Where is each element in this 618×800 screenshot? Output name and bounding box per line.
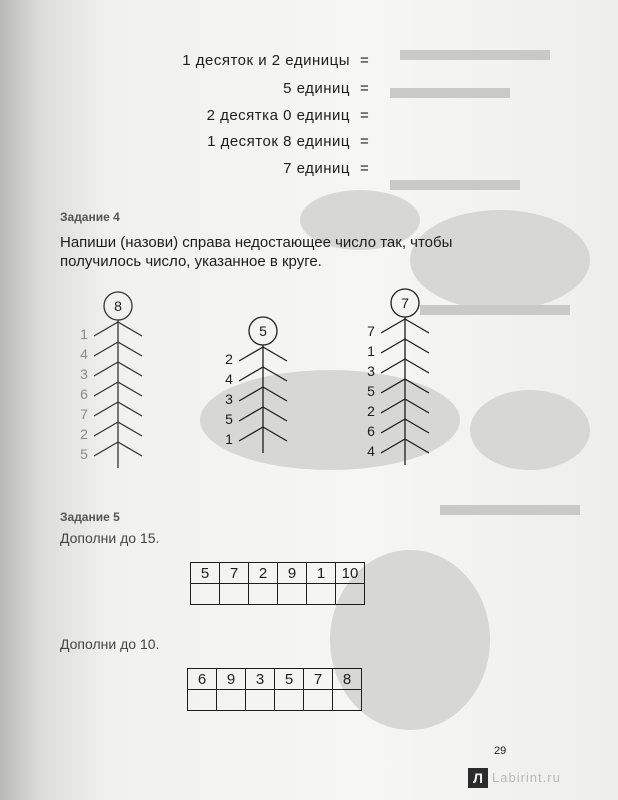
tree-number: 1 [367, 343, 375, 359]
answer-cell[interactable] [304, 690, 333, 711]
table-cell: 9 [217, 669, 246, 690]
tree-branch [118, 382, 142, 396]
task-4-title: Задание 4 [60, 210, 120, 224]
table-cell: 10 [336, 563, 365, 584]
tree-branch [263, 367, 287, 381]
tree-number: 6 [80, 386, 88, 402]
table-cell: 7 [220, 563, 249, 584]
table-cell: 7 [304, 669, 333, 690]
tree-number: 2 [367, 403, 375, 419]
table-cell: 8 [333, 669, 362, 690]
tree-number: 7 [80, 406, 88, 422]
equals-sign: = [360, 107, 370, 124]
table-cell: 5 [275, 669, 304, 690]
tree-branch [239, 407, 263, 421]
table-cell: 2 [249, 563, 278, 584]
tree-branch [239, 367, 263, 381]
page-number: 29 [494, 745, 507, 757]
tree-branch [239, 347, 263, 361]
tree-branch [381, 379, 405, 393]
tree-number: 3 [80, 366, 88, 382]
tree-number: 4 [225, 371, 233, 387]
answer-cell[interactable] [220, 584, 249, 605]
tree-branch [118, 422, 142, 436]
equals-sign: = [360, 80, 370, 97]
tree-branch [118, 322, 142, 336]
tree-branch [381, 419, 405, 433]
complement-table-15 [190, 562, 365, 605]
tree-branch [118, 402, 142, 416]
tree-branch [381, 399, 405, 413]
tree-branch [118, 342, 142, 356]
tree-number: 1 [225, 431, 233, 447]
answer-cell[interactable] [333, 690, 362, 711]
table-cell: 9 [278, 563, 307, 584]
equation-text: 1 десяток 8 единиц [207, 133, 350, 150]
tree-number: 6 [367, 423, 375, 439]
tree-number: 5 [225, 411, 233, 427]
task-5-label-10: Дополни до 10. [60, 636, 160, 652]
equation-text: 7 единиц [283, 160, 350, 177]
watermark-text: Labirint.ru [492, 770, 561, 785]
tree-branch [239, 387, 263, 401]
tree-circle-number: 7 [401, 295, 409, 311]
labirint-logo[interactable]: Л [468, 768, 488, 788]
answer-cell[interactable] [336, 584, 365, 605]
tree-branch [94, 442, 118, 456]
tree-number: 5 [80, 446, 88, 462]
answer-cell[interactable] [249, 584, 278, 605]
number-tree [225, 317, 287, 453]
tree-branch [94, 382, 118, 396]
table-cell: 5 [191, 563, 220, 584]
answer-cell[interactable] [307, 584, 336, 605]
answer-cell[interactable] [246, 690, 275, 711]
tree-branch [405, 439, 429, 453]
tree-branch [263, 427, 287, 441]
tree-number: 5 [367, 383, 375, 399]
tree-branch [405, 339, 429, 353]
tree-number: 2 [225, 351, 233, 367]
answer-cell[interactable] [191, 584, 220, 605]
tree-branch [263, 347, 287, 361]
tree-branch [118, 362, 142, 376]
task-5-title: Задание 5 [60, 510, 120, 524]
tree-circle-number: 8 [114, 298, 122, 314]
tree-number: 4 [367, 443, 375, 459]
answer-cell[interactable] [275, 690, 304, 711]
complement-table-10 [187, 668, 362, 711]
tree-number: 3 [225, 391, 233, 407]
tree-number: 3 [367, 363, 375, 379]
equation-text: 5 единиц [283, 80, 350, 97]
tree-number: 4 [80, 346, 88, 362]
tree-branch [94, 322, 118, 336]
table-cell: 1 [307, 563, 336, 584]
tree-number: 1 [80, 326, 88, 342]
answer-cell[interactable] [217, 690, 246, 711]
tree-branch [405, 359, 429, 373]
number-tree [80, 292, 142, 468]
tree-branch [94, 402, 118, 416]
tree-branch [94, 362, 118, 376]
tree-branch [405, 419, 429, 433]
tree-number: 7 [367, 323, 375, 339]
equals-sign: = [360, 133, 370, 150]
equation-text: 2 десятка 0 единиц [206, 107, 350, 124]
tree-branch [405, 319, 429, 333]
tree-branch [94, 422, 118, 436]
task-4-instruction: Напиши (назови) справа недостающее число так, чтобы получилось число, указанное в круге. [60, 234, 453, 270]
tree-branch [381, 439, 405, 453]
equals-sign: = [360, 52, 370, 69]
task-5-label-15: Дополни до 15. [60, 530, 160, 546]
tree-branch [381, 359, 405, 373]
tree-branch [381, 319, 405, 333]
tree-branch [239, 427, 263, 441]
tree-number: 2 [80, 426, 88, 442]
equals-sign: = [360, 160, 370, 177]
tree-branch [405, 379, 429, 393]
tree-branch [118, 442, 142, 456]
tree-branch [263, 387, 287, 401]
tree-branch [405, 399, 429, 413]
table-cell: 6 [188, 669, 217, 690]
answer-cell[interactable] [188, 690, 217, 711]
number-tree [367, 289, 429, 465]
equation-text: 1 десяток и 2 единицы [182, 52, 350, 69]
table-cell: 3 [246, 669, 275, 690]
tree-branch [381, 339, 405, 353]
tree-branch [94, 342, 118, 356]
tree-branch [263, 407, 287, 421]
tree-circle-number: 5 [259, 323, 267, 339]
answer-cell[interactable] [278, 584, 307, 605]
